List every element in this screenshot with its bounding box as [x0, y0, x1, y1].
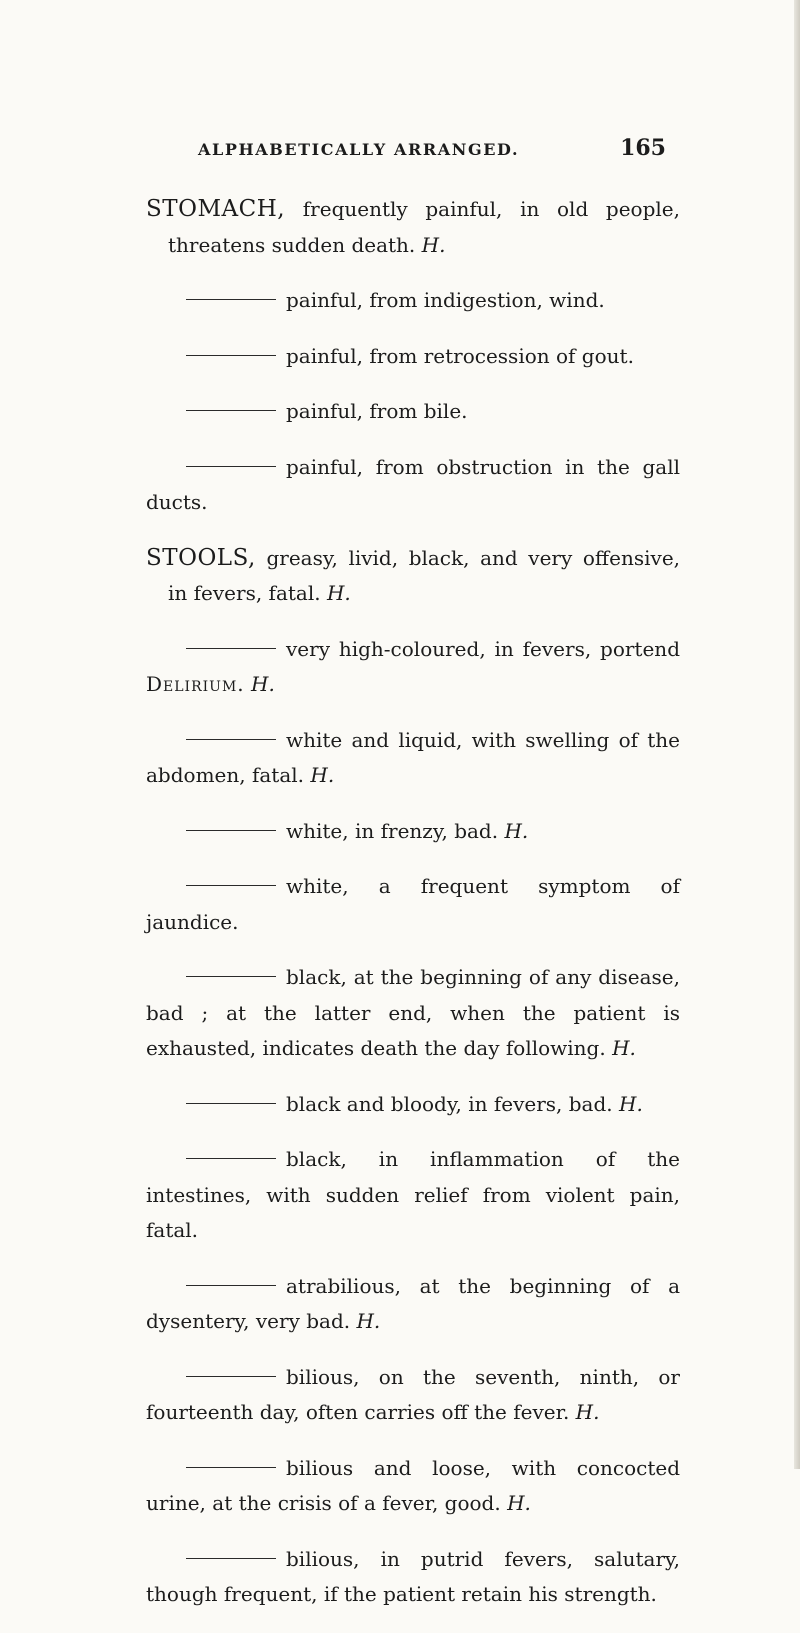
- entry-text: painful, from retrocession of gout.: [286, 343, 634, 368]
- running-head: [146, 132, 680, 172]
- ditto-dash: [186, 410, 276, 411]
- source-mark: H.: [421, 232, 446, 257]
- entry-text: bilious, in putrid fevers, salutary, though frequent, if the patient retain his strength.: [146, 1546, 680, 1606]
- sub-entry: [146, 1142, 680, 1249]
- entry-text: painful, from indigestion, wind.: [286, 288, 605, 312]
- entry-text: black, in inflammation of the intestines, with sudden relief from violent pain, fatal.: [146, 1147, 680, 1242]
- sub-entry: [146, 1087, 680, 1123]
- source-mark: H.: [504, 818, 529, 843]
- ditto-dash: [186, 885, 276, 886]
- source-mark: H.: [619, 1091, 643, 1116]
- ditto-dash: [186, 739, 276, 740]
- sub-entry: [146, 394, 680, 430]
- ditto-dash: [186, 1285, 276, 1286]
- sub-entry: [146, 339, 680, 375]
- ditto-dash: [186, 355, 276, 356]
- sub-entry: [146, 723, 680, 794]
- entry-text: white, a frequent symptom of jaundice.: [146, 874, 680, 934]
- sub-entry: [146, 1269, 680, 1340]
- sub-entry: [146, 814, 680, 850]
- ditto-dash: [186, 1558, 276, 1559]
- ditto-dash: [186, 1103, 276, 1104]
- entry-stomach: [146, 192, 680, 263]
- entry-text: black, at the beginning of any disease, bad ; at the latter end, when the patient is exhausted, indicates death the day following.: [146, 965, 680, 1060]
- entry-text: very high-coloured, in fevers, portend: [286, 636, 680, 661]
- sub-entry: [146, 960, 680, 1067]
- entry-text: bilious, on the seventh, ninth, or fourteenth day, often carries off the fever.: [146, 1364, 680, 1424]
- ditto-dash: [186, 648, 276, 649]
- entry-text: greasy, livid, black, and very offensive, in fevers, fatal.: [168, 545, 681, 605]
- source-mark: H.: [251, 672, 275, 696]
- ditto-dash: [186, 1376, 276, 1377]
- ditto-dash: [186, 299, 276, 300]
- sub-entry: [146, 1360, 680, 1431]
- source-mark: H.: [507, 1491, 531, 1515]
- sub-entry: [146, 869, 680, 940]
- source-mark: H.: [612, 1036, 636, 1060]
- entry-text: white and liquid, with swelling of the abdomen, fatal.: [146, 727, 680, 787]
- sub-entry: [146, 450, 680, 521]
- book-spine-edge: [794, 0, 800, 1469]
- ditto-dash: [186, 466, 276, 467]
- ditto-dash: [186, 1158, 276, 1159]
- ditto-dash: [186, 1467, 276, 1468]
- source-mark: H.: [356, 1309, 381, 1333]
- running-title: ALPHABETICALLY ARRANGED.: [198, 140, 520, 159]
- headword: STOMACH,: [146, 196, 286, 222]
- source-mark: H.: [575, 1400, 600, 1424]
- sub-entry: [146, 632, 680, 703]
- sub-entry: [146, 1451, 680, 1522]
- cross-reference: Delirium.: [146, 672, 245, 696]
- source-mark: H.: [326, 581, 351, 605]
- source-mark: H.: [310, 763, 335, 787]
- sub-entry: [146, 283, 680, 319]
- ditto-dash: [186, 830, 276, 831]
- entry-text: bilious and loose, with concocted urine, at the crisis of a fever, good.: [146, 1455, 680, 1515]
- entry-text: black and bloody, in fevers, bad.: [286, 1091, 613, 1116]
- entry-list: [146, 192, 680, 1613]
- headword: STOOLS,: [146, 544, 256, 571]
- entry-text: frequently painful, in old people, threatens sudden death.: [168, 197, 680, 257]
- sub-entry: [146, 1542, 680, 1613]
- entry-text: white, in frenzy, bad.: [286, 818, 499, 843]
- page-number: 165: [620, 135, 666, 161]
- entry-stools: [146, 541, 680, 612]
- entry-text: painful, from bile.: [286, 399, 468, 423]
- book-page: [146, 0, 680, 1633]
- entry-text: painful, from obstruction in the gall ducts.: [146, 454, 680, 514]
- ditto-dash: [186, 976, 276, 977]
- entry-text: atrabilious, at the beginning of a dysentery, very bad.: [146, 1273, 680, 1333]
